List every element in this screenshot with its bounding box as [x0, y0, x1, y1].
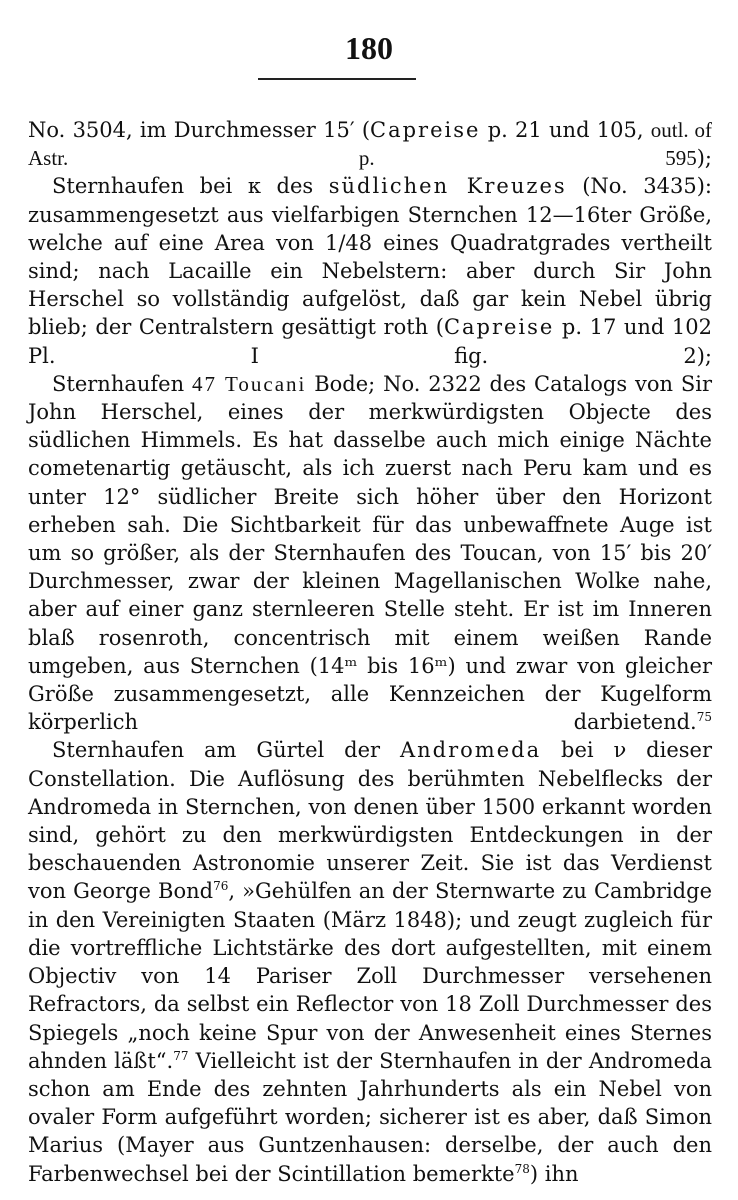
text-run: Sternhaufen [52, 371, 192, 396]
text-run: outl. of Astr. p. 595 [28, 118, 712, 171]
page-number: 180 [345, 30, 393, 66]
spaced-term: Capreise [443, 315, 555, 340]
text-run: p. 17 und 102 Pl. I fig. 2); [28, 315, 712, 368]
paragraph [28, 116, 712, 172]
paragraph [28, 172, 712, 369]
text-run: ); [696, 146, 712, 171]
header-rule [258, 78, 416, 80]
spaced-term: Andromeda [399, 738, 542, 763]
text-run: Sternhaufen am Gürtel der [52, 738, 400, 763]
footnote-ref: 75 [696, 710, 712, 725]
footnote-ref: 76 [213, 879, 229, 894]
paragraph [28, 736, 712, 1187]
spaced-term: südlichen Kreuzes [328, 174, 567, 199]
spaced-term: 47 Toucani [191, 371, 307, 396]
text-run: (No. 3435): zusammengesetzt aus vielfarbigen Sternchen 12—16ter Größe, welche auf eine Area von 1/48 eines Quadratgrades vertheilt sind; nach Lacaille ein Nebelstern: aber durch Sir John Herschel so vollständig aufgelöst, daß gar kein Nebel übrig blieb; der Centralstern gesättigt roth ( [28, 174, 713, 340]
text-run: Sternhaufen bei κ des [52, 174, 329, 199]
paragraph [28, 370, 712, 737]
text-run: p. 21 und 105, [480, 118, 651, 142]
footnote-ref: 78 [514, 1161, 530, 1176]
footnote-ref: 77 [173, 1048, 189, 1063]
text-run: bei ν dieser Constellation. Die Auflösung des berühmten Nebelflecks der Andromeda in Sternchen, von denen über 1500 erkannt worden sind, gehört zu den merkwürdigsten Entdeckungen in der beschauenden Astronomie unserer Zeit. Sie ist das Verdienst von George Bond [28, 738, 712, 904]
text-run: No. 3504, im Durchmesser 15′ ( [28, 118, 371, 142]
body-text [28, 116, 712, 1188]
spaced-term: Capreise [370, 118, 481, 142]
text-run: , »Gehülfen an der Sternwarte zu Cambridge in den Vereinigten Staaten (März 1848); und zeugt zugleich für die vortreffliche Lichtstärke des dort aufgestellten, mit einem Objectiv von 14 Pariser Zoll Durchmesser versehenen Refractors, da selbst ein Reflector von 18 Zoll Durchmesser des Spiegels „noch keine Spur von der Anwesenheit eines Sternes ahnden läßt“. [28, 879, 712, 1073]
text-run: Vielleicht ist der Sternhaufen in der Andromeda schon am Ende des zehnten Jahrhunderts als ein Nebel von ovaler Form aufgeführt worden; sicherer ist es aber, daß Simon Marius (Mayer aus Guntzenhausen: derselbe, der auch den Farbenwechsel bei der Scintillation bemerkte [28, 1048, 712, 1186]
text-run: ) ihn [529, 1161, 579, 1186]
text-run: Bode; No. 2322 des Catalogs von Sir John Herschel, eines der merkwürdigsten Objecte des südlichen Himmels. Es hat dasselbe auch mich einige Nächte cometenartig getäuscht, als ich zuerst nach Peru kam und es unter 12° südlicher Breite sich höher über den Horizont erheben sah. Die Sichtbarkeit für das unbewaffnete Auge ist um so größer, als der Sternhaufen des Toucan, von 15′ bis 20′ Durchmesser, zwar der kleinen Magellanischen Wolke nahe, aber auf einer ganz sternleeren Stelle steht. Er ist im Inneren blaß rosenroth, concentrisch mit einem weißen Rande umgeben, aus Sternchen (14ᵐ bis 16ᵐ) und zwar von gleicher Größe zusammengesetzt, alle Kennzeichen der Kugelform körperlich darbietend. [28, 371, 713, 735]
